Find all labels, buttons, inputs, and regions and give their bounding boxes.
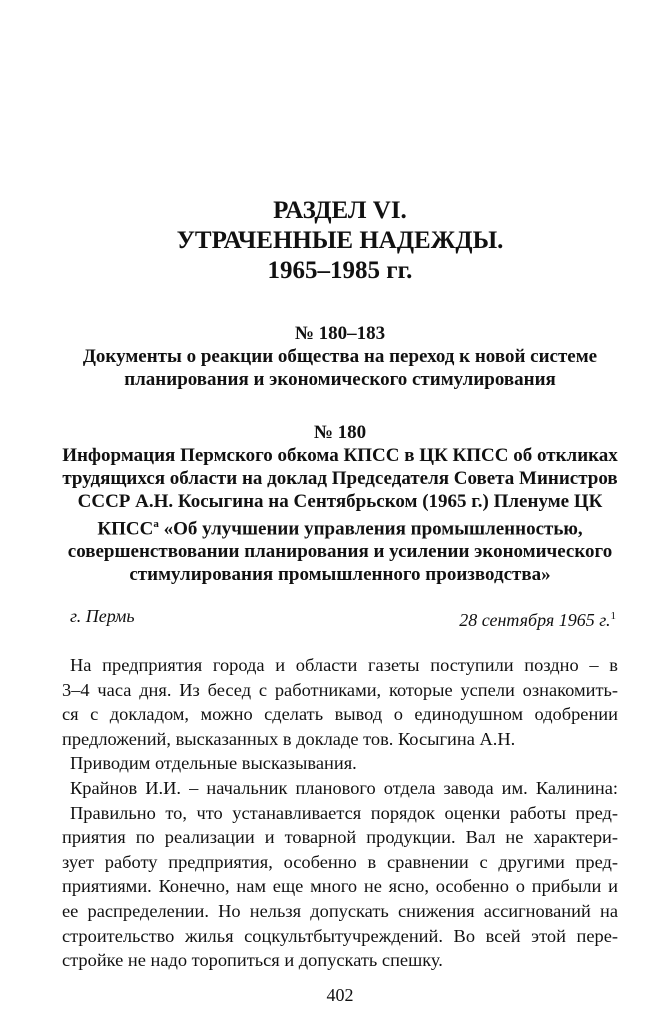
- document-place: г. Пермь: [70, 606, 135, 626]
- body-line: приятиями. Конечно, нам еще много не ясно, особенно о прибыли и: [62, 876, 618, 897]
- body-line: ся с докладом, можно сделать вывод о единодушном одобрении: [62, 704, 618, 725]
- document-title-line: совершенствовании планирования и усилении экономического: [67, 541, 613, 563]
- body-line: стройке не надо торопиться и допускать спешку.: [62, 950, 443, 971]
- document-title-line: [62, 513, 618, 540]
- document-date-wrap: [459, 605, 616, 631]
- document-group-number: № 180–183: [294, 323, 386, 344]
- body-line: Крайнов И.И. – начальник планового отдела завода им. Калинина:: [70, 777, 618, 798]
- section-title-line: УТРАЧЕННЫЕ НАДЕЖДЫ.: [176, 227, 504, 254]
- document-title-fragment: КПСС: [97, 518, 154, 540]
- body-line: ее распределении. Но нельзя допускать снижения ассигнований на: [62, 900, 618, 921]
- document-group-heading: [62, 322, 618, 391]
- body-line: Приводим отдельные высказывания.: [70, 753, 357, 774]
- document-title-line: трудящихся области на доклад Председателя Совета Министров: [62, 468, 618, 489]
- document-body: [62, 653, 618, 973]
- document-title-line: СССР А.Н. Косыгина на Сентябрьском (1965 г.) Пленуме ЦК: [77, 491, 603, 512]
- document-heading: [62, 421, 618, 586]
- section-title-line: РАЗДЕЛ VI.: [273, 197, 407, 224]
- body-line: приятия по реализации и товарной продукции. Вал не характери-: [62, 827, 618, 848]
- section-years: 1965–1985 гг.: [267, 257, 413, 284]
- document-date: 28 сентября 1965 г.: [459, 610, 611, 630]
- document-group-title-line: планирования и экономического стимулирования: [124, 369, 556, 390]
- body-line: 3–4 часа дня. Из бесед с работниками, которые успели ознакомить-: [62, 679, 618, 700]
- section-heading: [62, 196, 618, 286]
- body-line: строительство жилья соцкультбытучреждений. Во всей этой пере-: [62, 925, 618, 946]
- body-line: предложений, высказанных в докладе тов. Косыгина А.Н.: [62, 728, 516, 749]
- body-line: зует работу предприятия, особенно в сравнении с другими пред-: [62, 851, 618, 872]
- document-number: № 180: [313, 422, 367, 443]
- page-content: [62, 0, 618, 1030]
- body-line: Правильно то, что устанавливается порядок оценки работы пред-: [70, 802, 618, 823]
- footnote-marker: 1: [610, 610, 616, 622]
- document-title-line: стимулирования промышленного производства»: [129, 564, 551, 586]
- document-group-title-line: Документы о реакции общества на переход к новой системе: [82, 346, 598, 367]
- page-number: 402: [326, 985, 354, 1005]
- document-title-line: Информация Пермского обкома КПСС в ЦК КПСС об откликах: [62, 445, 618, 466]
- footnote-marker: а: [153, 518, 159, 530]
- document-title-fragment: «Об улучшении управления промышленностью,: [163, 518, 583, 540]
- body-line: На предприятия города и области газеты поступили поздно – в: [70, 655, 618, 675]
